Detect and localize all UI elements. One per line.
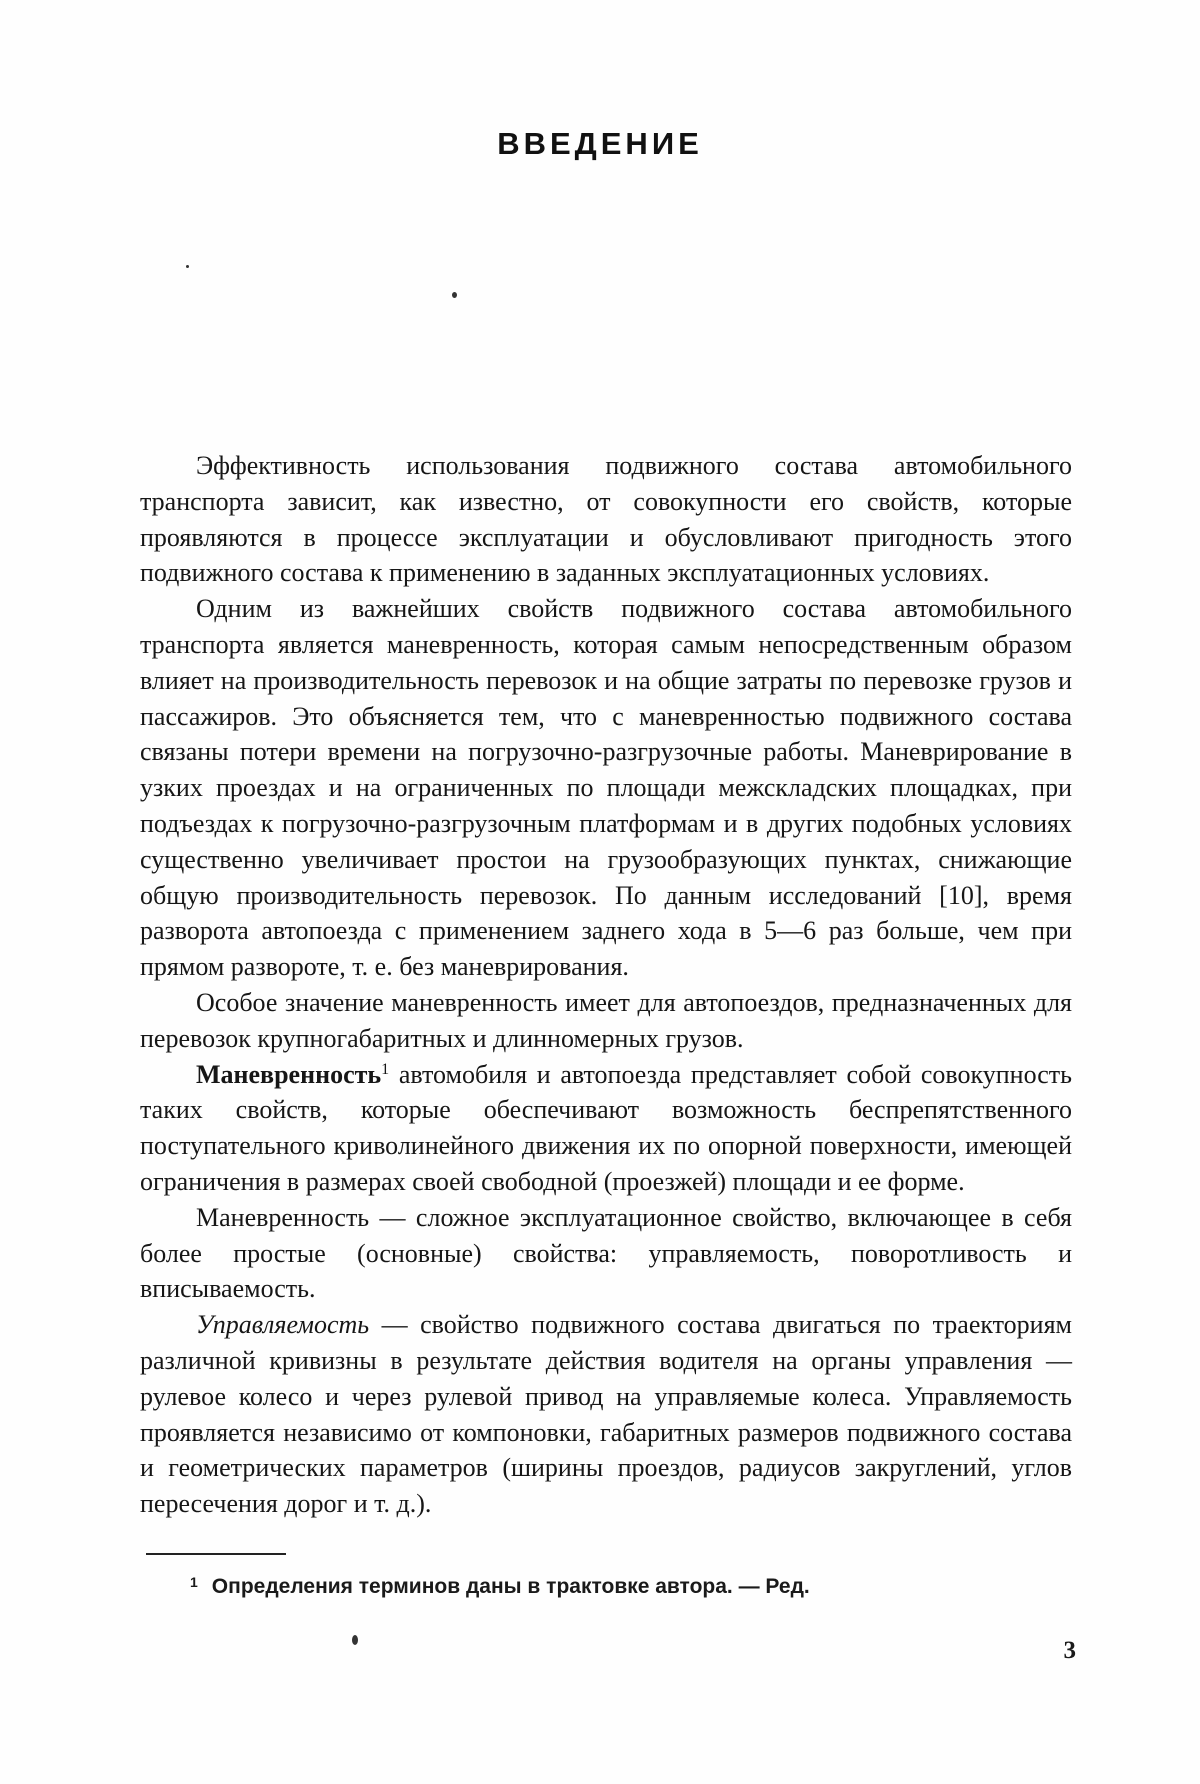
footnote-number: 1	[190, 1574, 198, 1590]
scan-speck	[352, 1635, 358, 1645]
body-text	[140, 448, 1072, 1522]
paragraph-6-text: — свойство подвижного состава двигаться по траекториям различной кривизны в результате действия водителя на органы управления — рулевое колесо и через рулевой привод на управляемые колеса. Управляемость проявляется независимо от компоновки, габаритных размеров подвижного состава и геометрических параметров (ширины проездов, радиусов закруглений, углов пересечения дорог и т. д.).	[140, 1310, 1072, 1519]
paragraph-6	[140, 1307, 1072, 1522]
footnote	[190, 1574, 810, 1599]
paragraph-2-text: Одним из важнейших свойств подвижного состава автомобильного транспорта является маневренность, которая самым непосредственным образом влияет на производительность перевозок и на общие затраты по перевозке грузов и пассажиров. Это объясняется тем, что с маневренностью подвижного состава связаны потери времени на погрузочно-разгрузочные работы. Маневрирование в узких проездах и на ограниченных по площади межскладских площадках, при подъездах к погрузочно-разгрузочным платформам и в других подобных условиях существенно увеличивает простои на грузообразующих пунктах, снижающие общую производительность перевозок. По данным исследований [10], время разворота автопоезда с применением заднего хода в 5—6 раз больше, чем при прямом развороте, т. е. без маневрирования.	[140, 594, 1072, 982]
paragraph-4-text: автомобиля и автопоезда представляет собой совокупность таких свойств, которые обеспечивают возможность беспрепятственного поступательного криволинейного движения их по опорной поверхности, имеющей ограничения в размерах своей свободной (проезжей) площади и ее форме.	[140, 1059, 1072, 1196]
paragraph-3	[140, 985, 1072, 1057]
paragraph-4	[140, 1057, 1072, 1200]
paragraph-1-text: Эффективность использования подвижного состава автомобильного транспорта зависит, как известно, от совокупности его свойств, которые проявляются в процессе эксплуатации и обусловливают пригодность этого подвижного состава к применению в заданных эксплуатационных условиях.	[140, 451, 1072, 588]
page-number: 3	[1063, 1637, 1076, 1664]
scan-speck	[186, 265, 189, 268]
page-heading: ВВЕДЕНИЕ	[497, 126, 703, 161]
paragraph-1	[140, 448, 1072, 591]
term-controllability: Управляемость	[196, 1310, 370, 1340]
term-maneuverability: Маневренность	[196, 1059, 382, 1089]
paragraph-5	[140, 1200, 1072, 1307]
scan-speck	[452, 292, 457, 298]
paragraph-3-text: Особое значение маневренность имеет для автопоездов, предназначенных для перевозок крупногабаритных и длинномерных грузов.	[140, 987, 1072, 1053]
footnote-reference[interactable]: 1	[381, 1060, 390, 1078]
footnote-text: Определения терминов даны в трактовке автора. — Ред.	[211, 1575, 810, 1598]
paragraph-5-text: Маневренность — сложное эксплуатационное свойство, включающее в себя более простые (основные) свойства: управляемость, поворотливость и вписываемость.	[140, 1202, 1072, 1304]
paragraph-2	[140, 591, 1072, 985]
footnote-divider	[146, 1553, 286, 1555]
